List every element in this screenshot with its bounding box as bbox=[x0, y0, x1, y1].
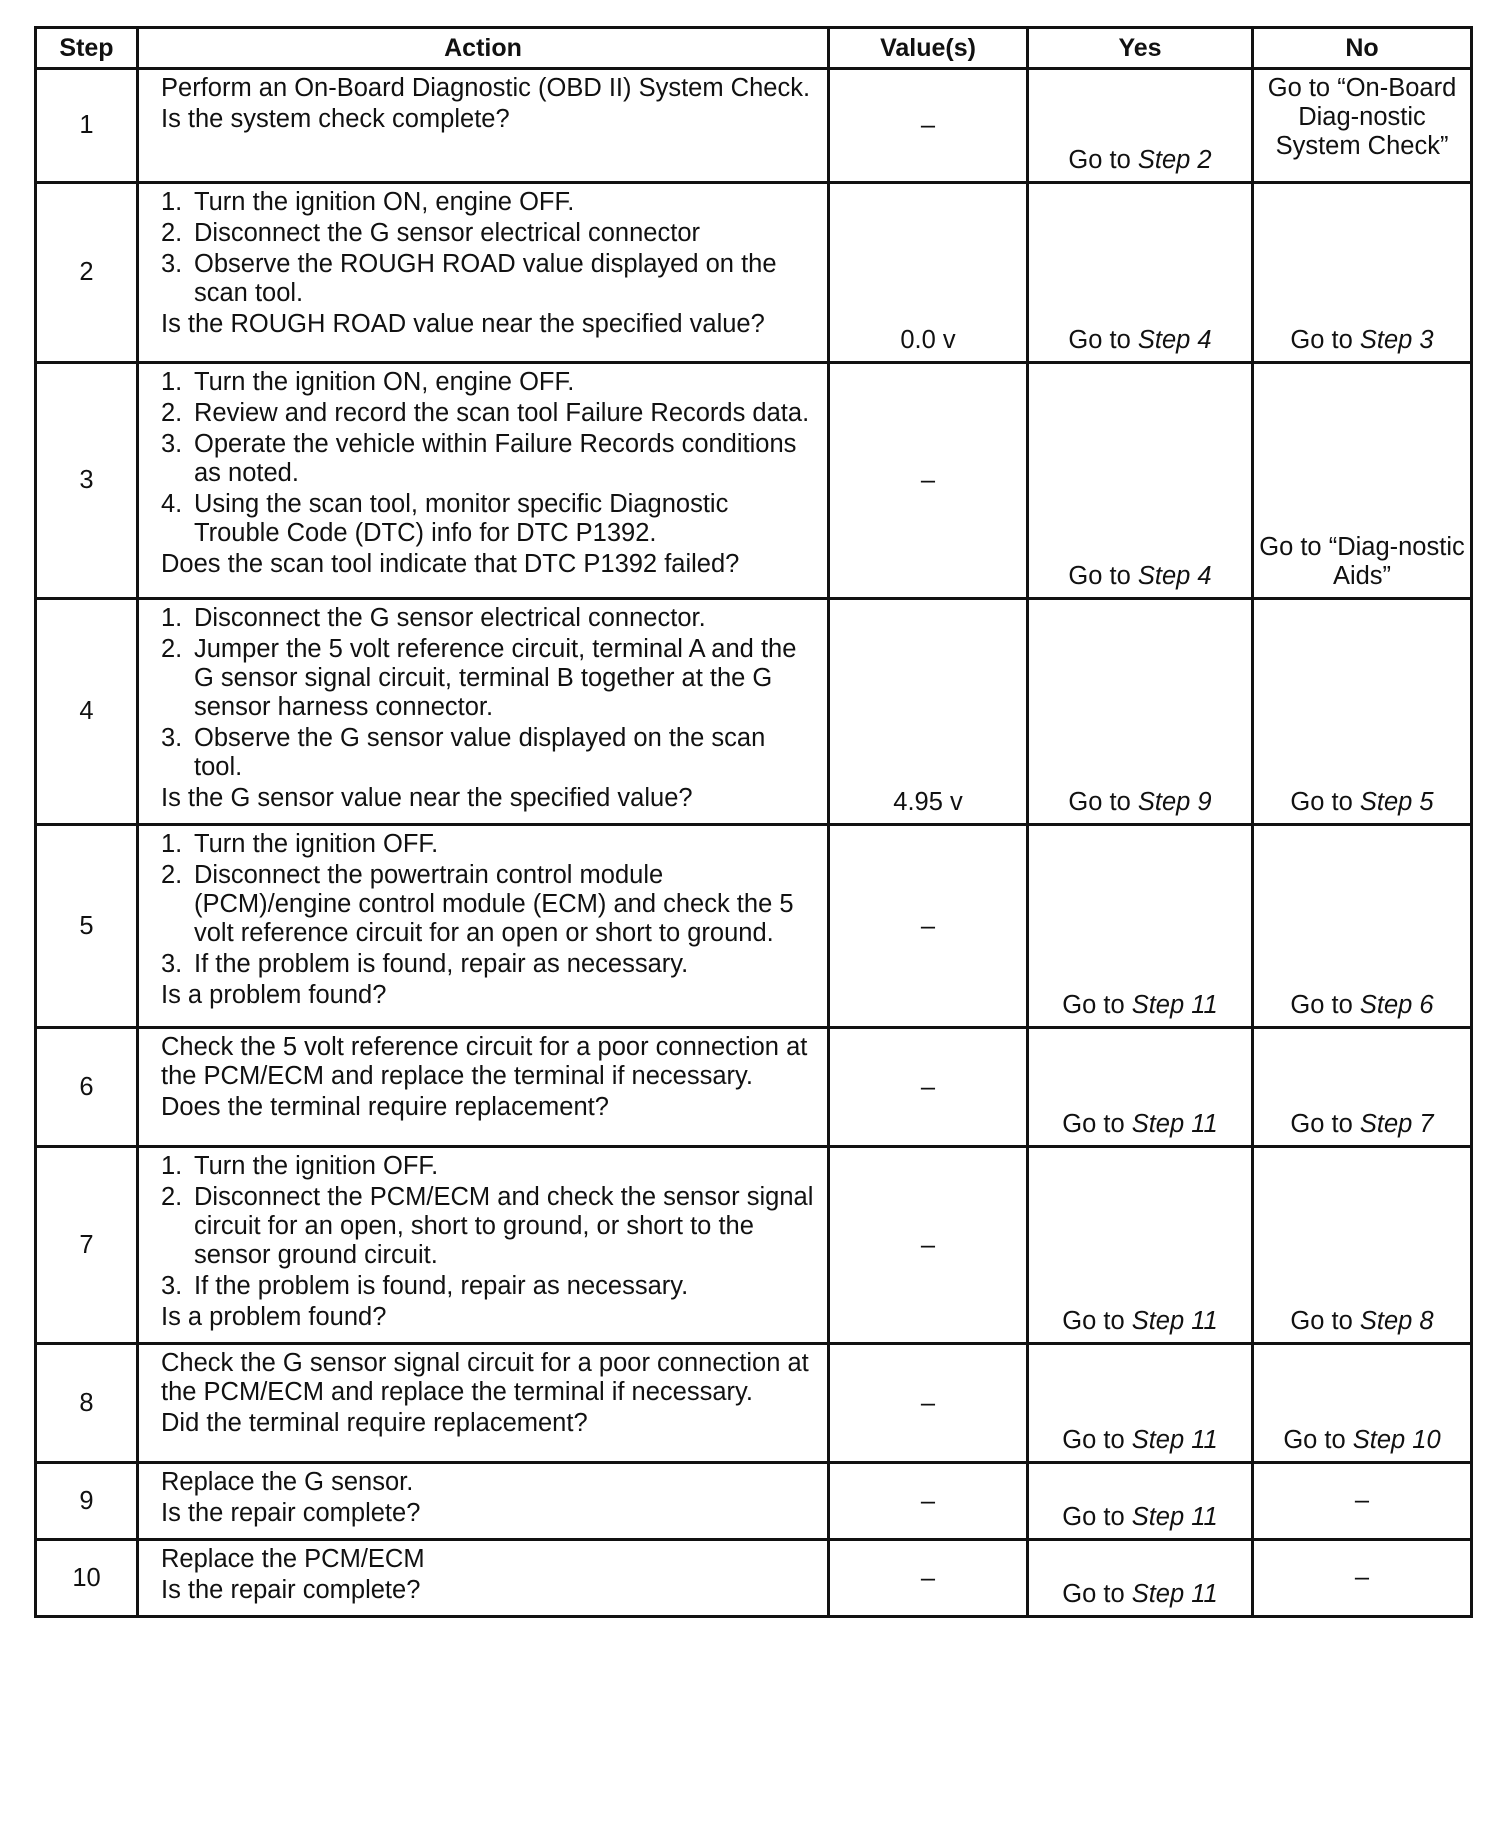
step-number: 1 bbox=[36, 69, 138, 183]
action-list-item bbox=[161, 1272, 817, 1301]
yes-cell bbox=[1028, 1344, 1253, 1463]
step-number: 5 bbox=[36, 825, 138, 1028]
yes-action-text: Go to bbox=[1068, 326, 1138, 354]
action-cell bbox=[138, 599, 829, 825]
action-cell bbox=[138, 363, 829, 599]
list-item-number: 1. bbox=[161, 188, 183, 216]
no-action-text: Go to bbox=[1290, 1110, 1360, 1138]
list-item-number: 3. bbox=[161, 250, 183, 278]
action-cell bbox=[138, 1344, 829, 1463]
action-list-item bbox=[161, 219, 817, 248]
list-item-number: 4. bbox=[161, 490, 183, 518]
action-list-item bbox=[161, 250, 817, 308]
action-question: Does the scan tool indicate that DTC P1392 failed? bbox=[161, 550, 740, 578]
action-instruction: Perform an On-Board Diagnostic (OBD II) System Check. bbox=[161, 74, 811, 102]
list-item-text: Jumper the 5 volt reference circuit, terminal A and the G sensor signal circuit, terminal B together at the G sensor harness connector. bbox=[194, 635, 797, 721]
action-cell bbox=[138, 1028, 829, 1147]
list-item-number: 3. bbox=[161, 430, 183, 458]
yes-action-text: Go to bbox=[1062, 1426, 1132, 1454]
value-cell bbox=[829, 183, 1028, 363]
list-item-text: Disconnect the powertrain control module (PCM)/engine control module (ECM) and check the 5 volt reference circuit for an open or short to ground. bbox=[194, 861, 794, 947]
table-row bbox=[36, 1540, 1472, 1617]
value-cell bbox=[829, 1147, 1028, 1344]
action-list-item bbox=[161, 1183, 817, 1270]
list-item-number: 1. bbox=[161, 368, 183, 396]
specified-value: – bbox=[920, 1563, 936, 1592]
table-row bbox=[36, 825, 1472, 1028]
list-item-text: Turn the ignition OFF. bbox=[194, 830, 439, 858]
value-cell bbox=[829, 1463, 1028, 1540]
no-step-reference: Step 10 bbox=[1352, 1426, 1441, 1454]
header-yes: Yes bbox=[1028, 28, 1253, 69]
yes-action-text: Go to bbox=[1062, 1503, 1132, 1531]
action-question: Is the system check complete? bbox=[161, 105, 510, 133]
no-action-text: Go to bbox=[1290, 991, 1360, 1019]
no-cell bbox=[1253, 1540, 1472, 1617]
action-question: Did the terminal require replacement? bbox=[161, 1409, 588, 1437]
list-item-number: 2. bbox=[161, 635, 183, 663]
no-cell bbox=[1253, 69, 1472, 183]
list-item-number: 2. bbox=[161, 861, 183, 889]
yes-step-reference: Step 9 bbox=[1137, 788, 1212, 816]
yes-action-text: Go to bbox=[1062, 1580, 1132, 1608]
yes-action-text: Go to bbox=[1068, 146, 1138, 174]
list-item-number: 1. bbox=[161, 1152, 183, 1180]
step-number: 10 bbox=[36, 1540, 138, 1617]
action-cell bbox=[138, 825, 829, 1028]
list-item-number: 3. bbox=[161, 950, 183, 978]
specified-value: – bbox=[920, 1230, 936, 1259]
header-step: Step bbox=[36, 28, 138, 69]
action-instruction: Check the G sensor signal circuit for a poor connection at the PCM/ECM and replace the terminal if necessary. bbox=[161, 1349, 809, 1406]
diagnostic-table bbox=[34, 26, 1473, 1618]
action-list-item bbox=[161, 490, 817, 548]
table-body bbox=[36, 69, 1472, 1617]
action-list-item bbox=[161, 1152, 817, 1181]
yes-cell bbox=[1028, 1147, 1253, 1344]
no-action-text: Go to bbox=[1283, 1426, 1353, 1454]
specified-value: – bbox=[920, 1072, 936, 1101]
list-item-text: Observe the G sensor value displayed on the scan tool. bbox=[194, 724, 766, 781]
list-item-number: 2. bbox=[161, 219, 183, 247]
yes-action-text: Go to bbox=[1062, 1307, 1132, 1335]
yes-cell bbox=[1028, 69, 1253, 183]
specified-value: – bbox=[920, 1486, 936, 1515]
specified-value: – bbox=[920, 466, 936, 494]
action-cell bbox=[138, 69, 829, 183]
value-cell bbox=[829, 1344, 1028, 1463]
table-row bbox=[36, 599, 1472, 825]
table-row bbox=[36, 1344, 1472, 1463]
yes-cell bbox=[1028, 183, 1253, 363]
list-item-number: 3. bbox=[161, 724, 183, 752]
yes-action-text: Go to bbox=[1062, 1110, 1132, 1138]
no-action-text: – bbox=[1354, 1562, 1370, 1591]
list-item-text: Operate the vehicle within Failure Records conditions as noted. bbox=[194, 430, 797, 487]
yes-step-reference: Step 11 bbox=[1131, 1110, 1218, 1138]
header-values: Value(s) bbox=[829, 28, 1028, 69]
yes-step-reference: Step 4 bbox=[1137, 326, 1212, 354]
specified-value: – bbox=[920, 911, 936, 940]
step-number: 9 bbox=[36, 1463, 138, 1540]
no-step-reference: Step 7 bbox=[1359, 1110, 1434, 1138]
no-step-reference: Step 3 bbox=[1359, 326, 1434, 354]
table-row bbox=[36, 1463, 1472, 1540]
no-cell bbox=[1253, 1028, 1472, 1147]
action-cell bbox=[138, 1463, 829, 1540]
value-cell bbox=[829, 363, 1028, 599]
value-cell bbox=[829, 1028, 1028, 1147]
value-cell bbox=[829, 825, 1028, 1028]
list-item-text: Turn the ignition OFF. bbox=[194, 1152, 439, 1180]
no-action-text: – bbox=[1354, 1485, 1370, 1514]
header-no: No bbox=[1253, 28, 1472, 69]
list-item-text: If the problem is found, repair as necessary. bbox=[194, 950, 689, 978]
no-action-text: Go to “Diag-nostic Aids” bbox=[1259, 533, 1465, 590]
list-item-number: 2. bbox=[161, 399, 183, 427]
specified-value: – bbox=[920, 111, 936, 139]
action-list-item bbox=[161, 188, 817, 217]
action-list-item bbox=[161, 430, 817, 488]
action-question: Is the G sensor value near the specified value? bbox=[161, 784, 693, 812]
list-item-number: 2. bbox=[161, 1183, 183, 1211]
action-list-item bbox=[161, 950, 817, 979]
yes-cell bbox=[1028, 599, 1253, 825]
table-row bbox=[36, 1147, 1472, 1344]
list-item-text: If the problem is found, repair as necessary. bbox=[194, 1272, 689, 1300]
action-instruction: Replace the G sensor. bbox=[161, 1468, 414, 1496]
step-number: 8 bbox=[36, 1344, 138, 1463]
list-item-text: Observe the ROUGH ROAD value displayed on the scan tool. bbox=[194, 250, 777, 307]
list-item-text: Disconnect the G sensor electrical connector bbox=[194, 219, 700, 247]
action-question: Is a problem found? bbox=[161, 981, 387, 1009]
action-list-item bbox=[161, 399, 817, 428]
no-cell bbox=[1253, 825, 1472, 1028]
action-instruction: Replace the PCM/ECM bbox=[161, 1545, 425, 1573]
list-item-text: Disconnect the PCM/ECM and check the sensor signal circuit for an open, short to ground, or short to the sensor ground circuit. bbox=[194, 1183, 814, 1269]
action-list-item bbox=[161, 861, 817, 948]
step-number: 3 bbox=[36, 363, 138, 599]
no-cell bbox=[1253, 1147, 1472, 1344]
action-cell bbox=[138, 1540, 829, 1617]
yes-step-reference: Step 2 bbox=[1137, 146, 1212, 174]
action-instruction: Check the 5 volt reference circuit for a poor connection at the PCM/ECM and replace the terminal if necessary. bbox=[161, 1033, 808, 1090]
yes-cell bbox=[1028, 1028, 1253, 1147]
yes-cell bbox=[1028, 825, 1253, 1028]
list-item-text: Disconnect the G sensor electrical connector. bbox=[194, 604, 706, 632]
no-action-text: Go to bbox=[1290, 788, 1360, 816]
action-list-item bbox=[161, 368, 817, 397]
action-question: Is a problem found? bbox=[161, 1303, 387, 1331]
yes-step-reference: Step 11 bbox=[1131, 1426, 1218, 1454]
no-cell bbox=[1253, 183, 1472, 363]
action-question: Does the terminal require replacement? bbox=[161, 1093, 609, 1121]
no-step-reference: Step 5 bbox=[1359, 788, 1434, 816]
value-cell bbox=[829, 69, 1028, 183]
yes-step-reference: Step 11 bbox=[1131, 1580, 1218, 1608]
action-cell bbox=[138, 1147, 829, 1344]
table-row bbox=[36, 1028, 1472, 1147]
action-list-item bbox=[161, 724, 817, 782]
step-number: 2 bbox=[36, 183, 138, 363]
action-list-item bbox=[161, 635, 817, 722]
no-cell bbox=[1253, 1463, 1472, 1540]
action-list-item bbox=[161, 604, 817, 633]
value-cell bbox=[829, 599, 1028, 825]
yes-step-reference: Step 11 bbox=[1131, 1503, 1218, 1531]
specified-value: – bbox=[920, 1388, 936, 1417]
yes-action-text: Go to bbox=[1068, 788, 1138, 816]
table-row bbox=[36, 183, 1472, 363]
list-item-number: 1. bbox=[161, 830, 183, 858]
list-item-text: Turn the ignition ON, engine OFF. bbox=[194, 368, 575, 396]
table-row bbox=[36, 69, 1472, 183]
yes-action-text: Go to bbox=[1068, 562, 1138, 590]
list-item-number: 1. bbox=[161, 604, 183, 632]
specified-value: 0.0 v bbox=[900, 326, 956, 354]
no-cell bbox=[1253, 1344, 1472, 1463]
step-number: 6 bbox=[36, 1028, 138, 1147]
header-row bbox=[36, 28, 1472, 69]
yes-step-reference: Step 11 bbox=[1131, 991, 1218, 1019]
list-item-text: Review and record the scan tool Failure Records data. bbox=[194, 399, 810, 427]
no-cell bbox=[1253, 363, 1472, 599]
table-row bbox=[36, 363, 1472, 599]
list-item-text: Turn the ignition ON, engine OFF. bbox=[194, 188, 575, 216]
no-action-text: Go to bbox=[1290, 1307, 1360, 1335]
no-action-text: Go to bbox=[1290, 326, 1360, 354]
value-cell bbox=[829, 1540, 1028, 1617]
no-cell bbox=[1253, 599, 1472, 825]
yes-step-reference: Step 4 bbox=[1137, 562, 1212, 590]
list-item-number: 3. bbox=[161, 1272, 183, 1300]
action-question: Is the repair complete? bbox=[161, 1499, 421, 1527]
action-list-item bbox=[161, 830, 817, 859]
action-question: Is the ROUGH ROAD value near the specified value? bbox=[161, 310, 765, 338]
action-cell bbox=[138, 183, 829, 363]
yes-cell bbox=[1028, 1540, 1253, 1617]
yes-cell bbox=[1028, 1463, 1253, 1540]
no-step-reference: Step 8 bbox=[1359, 1307, 1434, 1335]
list-item-text: Using the scan tool, monitor specific Diagnostic Trouble Code (DTC) info for DTC P1392. bbox=[194, 490, 729, 547]
header-action: Action bbox=[138, 28, 829, 69]
no-step-reference: Step 6 bbox=[1359, 991, 1434, 1019]
yes-cell bbox=[1028, 363, 1253, 599]
yes-action-text: Go to bbox=[1062, 991, 1132, 1019]
action-question: Is the repair complete? bbox=[161, 1576, 421, 1604]
specified-value: 4.95 v bbox=[893, 788, 963, 816]
step-number: 7 bbox=[36, 1147, 138, 1344]
no-action-text: Go to “On-Board Diag-nostic System Check” bbox=[1267, 74, 1457, 160]
step-number: 4 bbox=[36, 599, 138, 825]
yes-step-reference: Step 11 bbox=[1131, 1307, 1218, 1335]
